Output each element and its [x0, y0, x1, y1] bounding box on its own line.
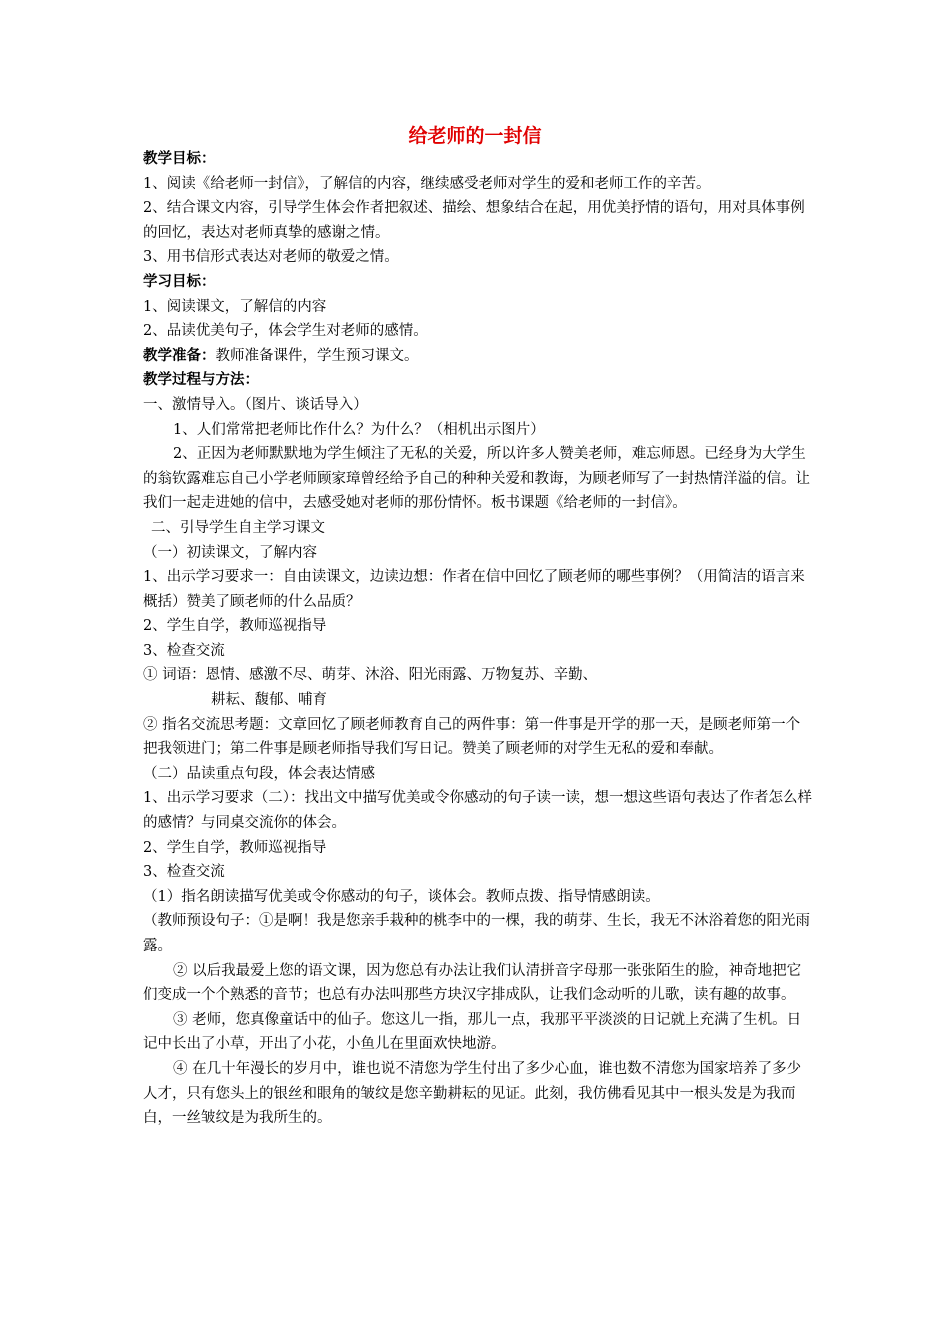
sub2-item-1: 1、出示学习要求（二）：找出文中描写优美或令你感动的句子读一读，想一想这些语句表达了作者怎么样的感情？与同桌交流你的体会。: [143, 790, 812, 832]
sentence-3: ③ 老师，您真像童话中的仙子。您这儿一指，那儿一点，我那平平淡淡的日记就上充满了生机。日记中长出了小草，开出了小花，小鱼儿在里面欢快地游。: [143, 1011, 802, 1053]
words-line-1: ① 词语：恩情、感激不尽、萌芽、沐浴、阳光雨露、万物复苏、辛勤、: [143, 667, 598, 684]
sub2-item-3: 3、检查交流: [143, 864, 225, 881]
document-title: 给老师的一封信: [408, 125, 542, 147]
learn-goals-heading: 学习目标：: [143, 272, 216, 290]
part1-heading: 一、激情导入。（图片、谈话导入）: [143, 396, 368, 413]
learn-goal-2: 2、品读优美句子，体会学生对老师的感情。: [143, 323, 428, 340]
teach-goals-heading: 教学目标：: [143, 150, 216, 167]
document-body: [143, 147, 813, 1131]
sentence-2: ② 以后我最爱上您的语文课，因为您总有办法让我们认清拼音字母那一张张陌生的脸，神奇地把它们变成一个个熟悉的音节；也总有办法叫那些方块汉字排成队，让我们念动听的儿歌，读有趣的故事。: [143, 962, 802, 1004]
learn-goal-1: 1、阅读课文，了解信的内容: [143, 298, 327, 315]
sub2-heading: （二）品读重点句段，体会表达情感: [143, 765, 375, 782]
teach-goal-1: 1、阅读《给老师一封信》，了解信的内容，继续感受老师对学生的爱和老师工作的辛苦。: [143, 175, 711, 192]
process-heading: 教学过程与方法：: [143, 371, 259, 389]
prep-label: 教学准备：: [143, 346, 216, 364]
part2-heading: 二、引导学生自主学习课文: [151, 519, 325, 536]
prep-paragraph: [143, 344, 813, 369]
sub1-heading: （一）初读课文，了解内容: [143, 544, 317, 561]
sub1-item-1: 1、出示学习要求一：自由读课文，边读边想：作者在信中回忆了顾老师的哪些事例？（用简洁的语言来概括）赞美了顾老师的什么品质？: [143, 569, 805, 610]
discuss-paragraph: ② 指名交流思考题：文章回忆了顾老师教育自己的两件事：第一件事是开学的那一天，是顾老师第一个把我领进门；第二件事是顾老师指导我们写日记。赞美了顾老师的对学生无私的爱和奉献。: [143, 716, 801, 758]
sub2-item-4: （1）指名朗读描写优美或令你感动的句子，谈体会。教师点拨、指导情感朗读。: [143, 888, 660, 905]
teach-goal-2: 2、结合课文内容，引导学生体会作者把叙述、描绘、想象结合在起，用优美抒情的语句，用对具体事例的回忆，表达对老师真挚的感谢之情。: [143, 200, 805, 241]
sentence-1: （教师预设句子：①是啊！我是您亲手栽种的桃李中的一棵，我的萌芽、生长，我无不沐浴着您的阳光雨露。: [143, 913, 810, 954]
sentence-4: ④ 在几十年漫长的岁月中，谁也说不清您为学生付出了多少心血，谁也数不清您为国家培养了多少人才，只有您头上的银丝和眼角的皱纹是您辛勤耕耘的见证。此刻，我仿佛看见其中一根头发是为我而白，一丝皱纹是为我所生的。: [143, 1060, 802, 1127]
part1-item-2: 2、正因为老师默默地为学生倾注了无私的关爱，所以许多人赞美老师，难忘师恩。已经身为大学生的翁钦露难忘自己小学老师顾家璋曾经给予自己的种种关爱和教诲，为顾老师写了一封热情洋溢的信。让我们一起走进她的信中，去感受她对老师的那份情怀。板书课题《给老师的一封信》。: [143, 446, 810, 512]
sub2-item-2: 2、学生自学，教师巡视指导: [143, 839, 327, 856]
teach-goal-3: 3、用书信形式表达对老师的敬爱之情。: [143, 249, 399, 266]
sub1-item-2: 2、学生自学，教师巡视指导: [143, 618, 327, 635]
sub1-item-3: 3、检查交流: [143, 642, 225, 659]
part1-item-1: 1、人们常常把老师比作什么？为什么？（相机出示图片）: [173, 421, 545, 438]
prep-text: 教师准备课件，学生预习课文。: [215, 347, 419, 364]
words-line-2: 耕耘、馥郁、哺育: [211, 692, 327, 709]
